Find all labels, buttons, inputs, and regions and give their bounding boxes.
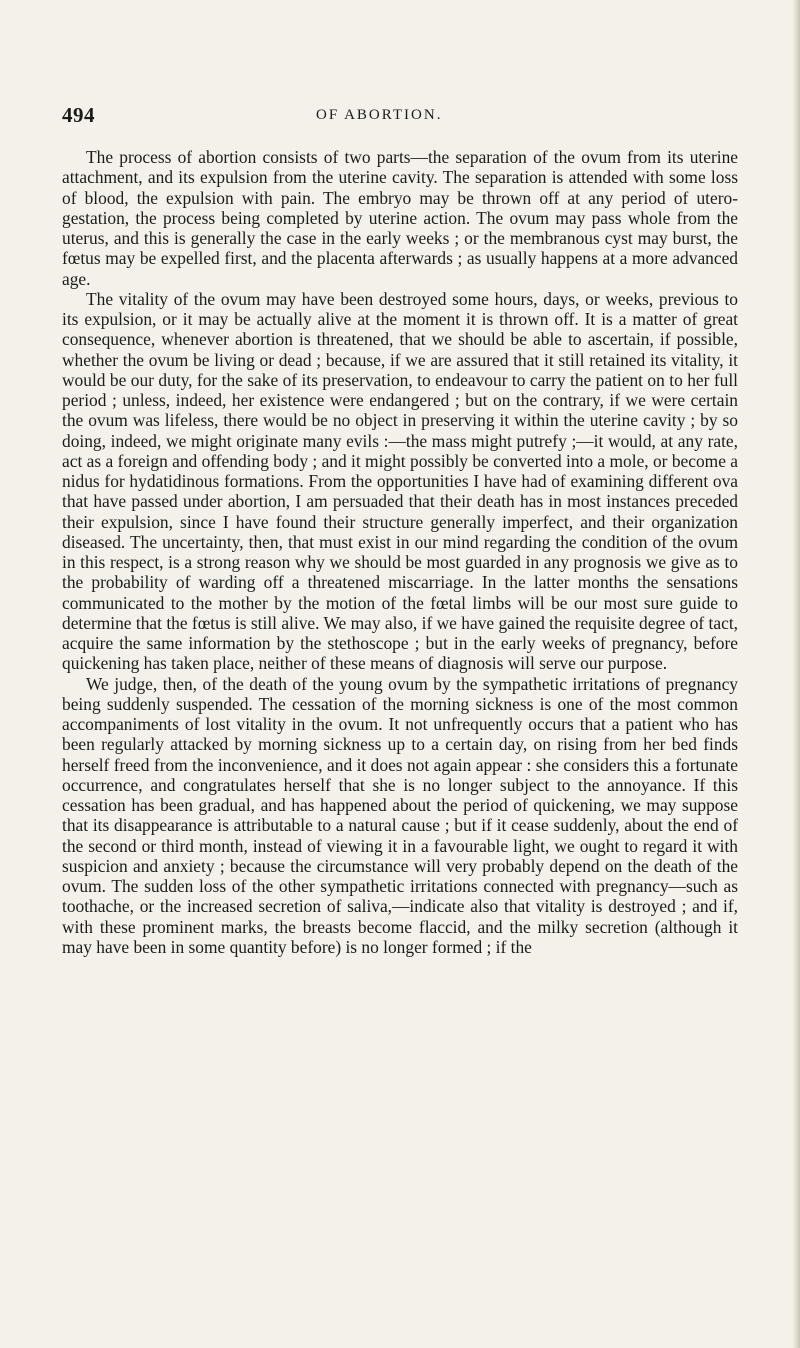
- paragraph-process-of-abortion: The process of abortion consists of two parts—the separation of the ovum from its uterine attachment, and its expulsion from the uterine cavity. The separation is attended with some loss of blood, the expulsion with pain. The embryo may be thrown off at any period of utero-gestation, the process being completed by uterine action. The ovum may pass whole from the uterus, and this is generally the case in the early weeks ; or the membranous cyst may burst, the fœtus may be expelled first, and the placenta afterwards ; as usually happens at a more advanced age.: [62, 147, 738, 289]
- page-number: 494: [62, 103, 95, 127]
- page-edge-shadow: [792, 0, 800, 1348]
- page-header: [62, 103, 738, 127]
- paragraph-vitality-of-ovum: The vitality of the ovum may have been destroyed some hours, days, or weeks, previous to its expulsion, or it may be actually alive at the moment it is thrown off. It is a matter of great consequence, whenever abortion is threatened, that we should be able to ascertain, if possible, whether the ovum be living or dead ; because, if we are assured that it still retained its vitality, it would be our duty, for the sake of its preservation, to endeavour to carry the patient on to her full period ; unless, indeed, her existence were endangered ; but on the contrary, if we were certain the ovum was lifeless, there would be no object in preserving it within the uterine cavity ; by so doing, indeed, we might originate many evils :—the mass might putrefy ;—it would, at any rate, act as a foreign and offending body ; and it might possibly be converted into a mole, or become a nidus for hydatidinous formations. From the opportunities I have had of examining different ova that have passed under abortion, I am persuaded that their death has in most instances preceded their expulsion, since I have found their structure generally imperfect, and their organization diseased. The uncertainty, then, that must exist in our mind regarding the condition of the ovum in this respect, is a strong reason why we should be most guarded in any prognosis we give as to the probability of warding off a threatened miscarriage. In the latter months the sensations communicated to the mother by the motion of the fœtal limbs will be our most sure guide to determine that the fœtus is still alive. We may also, if we have gained the requisite degree of tact, acquire the same information by the stethoscope ; but in the early weeks of pregnancy, before quickening has taken place, neither of these means of diagnosis will serve our purpose.: [62, 288, 738, 674]
- body-text: [62, 147, 738, 957]
- running-title: OF ABORTION.: [316, 107, 443, 123]
- paragraph-death-of-ovum: We judge, then, of the death of the young ovum by the sympathetic irritations of pregnancy being suddenly suspended. The cessation of the morning sickness is one of the most common accompaniments of lost vitality in the ovum. It not unfrequently occurs that a patient who has been regularly attacked by morning sickness up to a certain day, on rising from her bed finds herself freed from the inconvenience, and it does not again appear : she considers this a fortunate occurrence, and congratulates herself that she is no longer subject to the annoyance. If this cessation has been gradual, and has happened about the period of quickening, we may suppose that its disappearance is attributable to a natural cause ; but if it cease suddenly, about the end of the second or third month, instead of viewing it in a favourable light, we ought to regard it with suspicion and anxiety ; because the circumstance will very probably depend on the death of the ovum. The sudden loss of the other sympathetic irritations connected with pregnancy—such as toothache, or the increased secretion of saliva,—indicate also that vitality is destroyed ; and if, with these prominent marks, the breasts become flaccid, and the milky secretion (although it may have been in some quantity before) is no longer formed ; if the: [62, 673, 738, 957]
